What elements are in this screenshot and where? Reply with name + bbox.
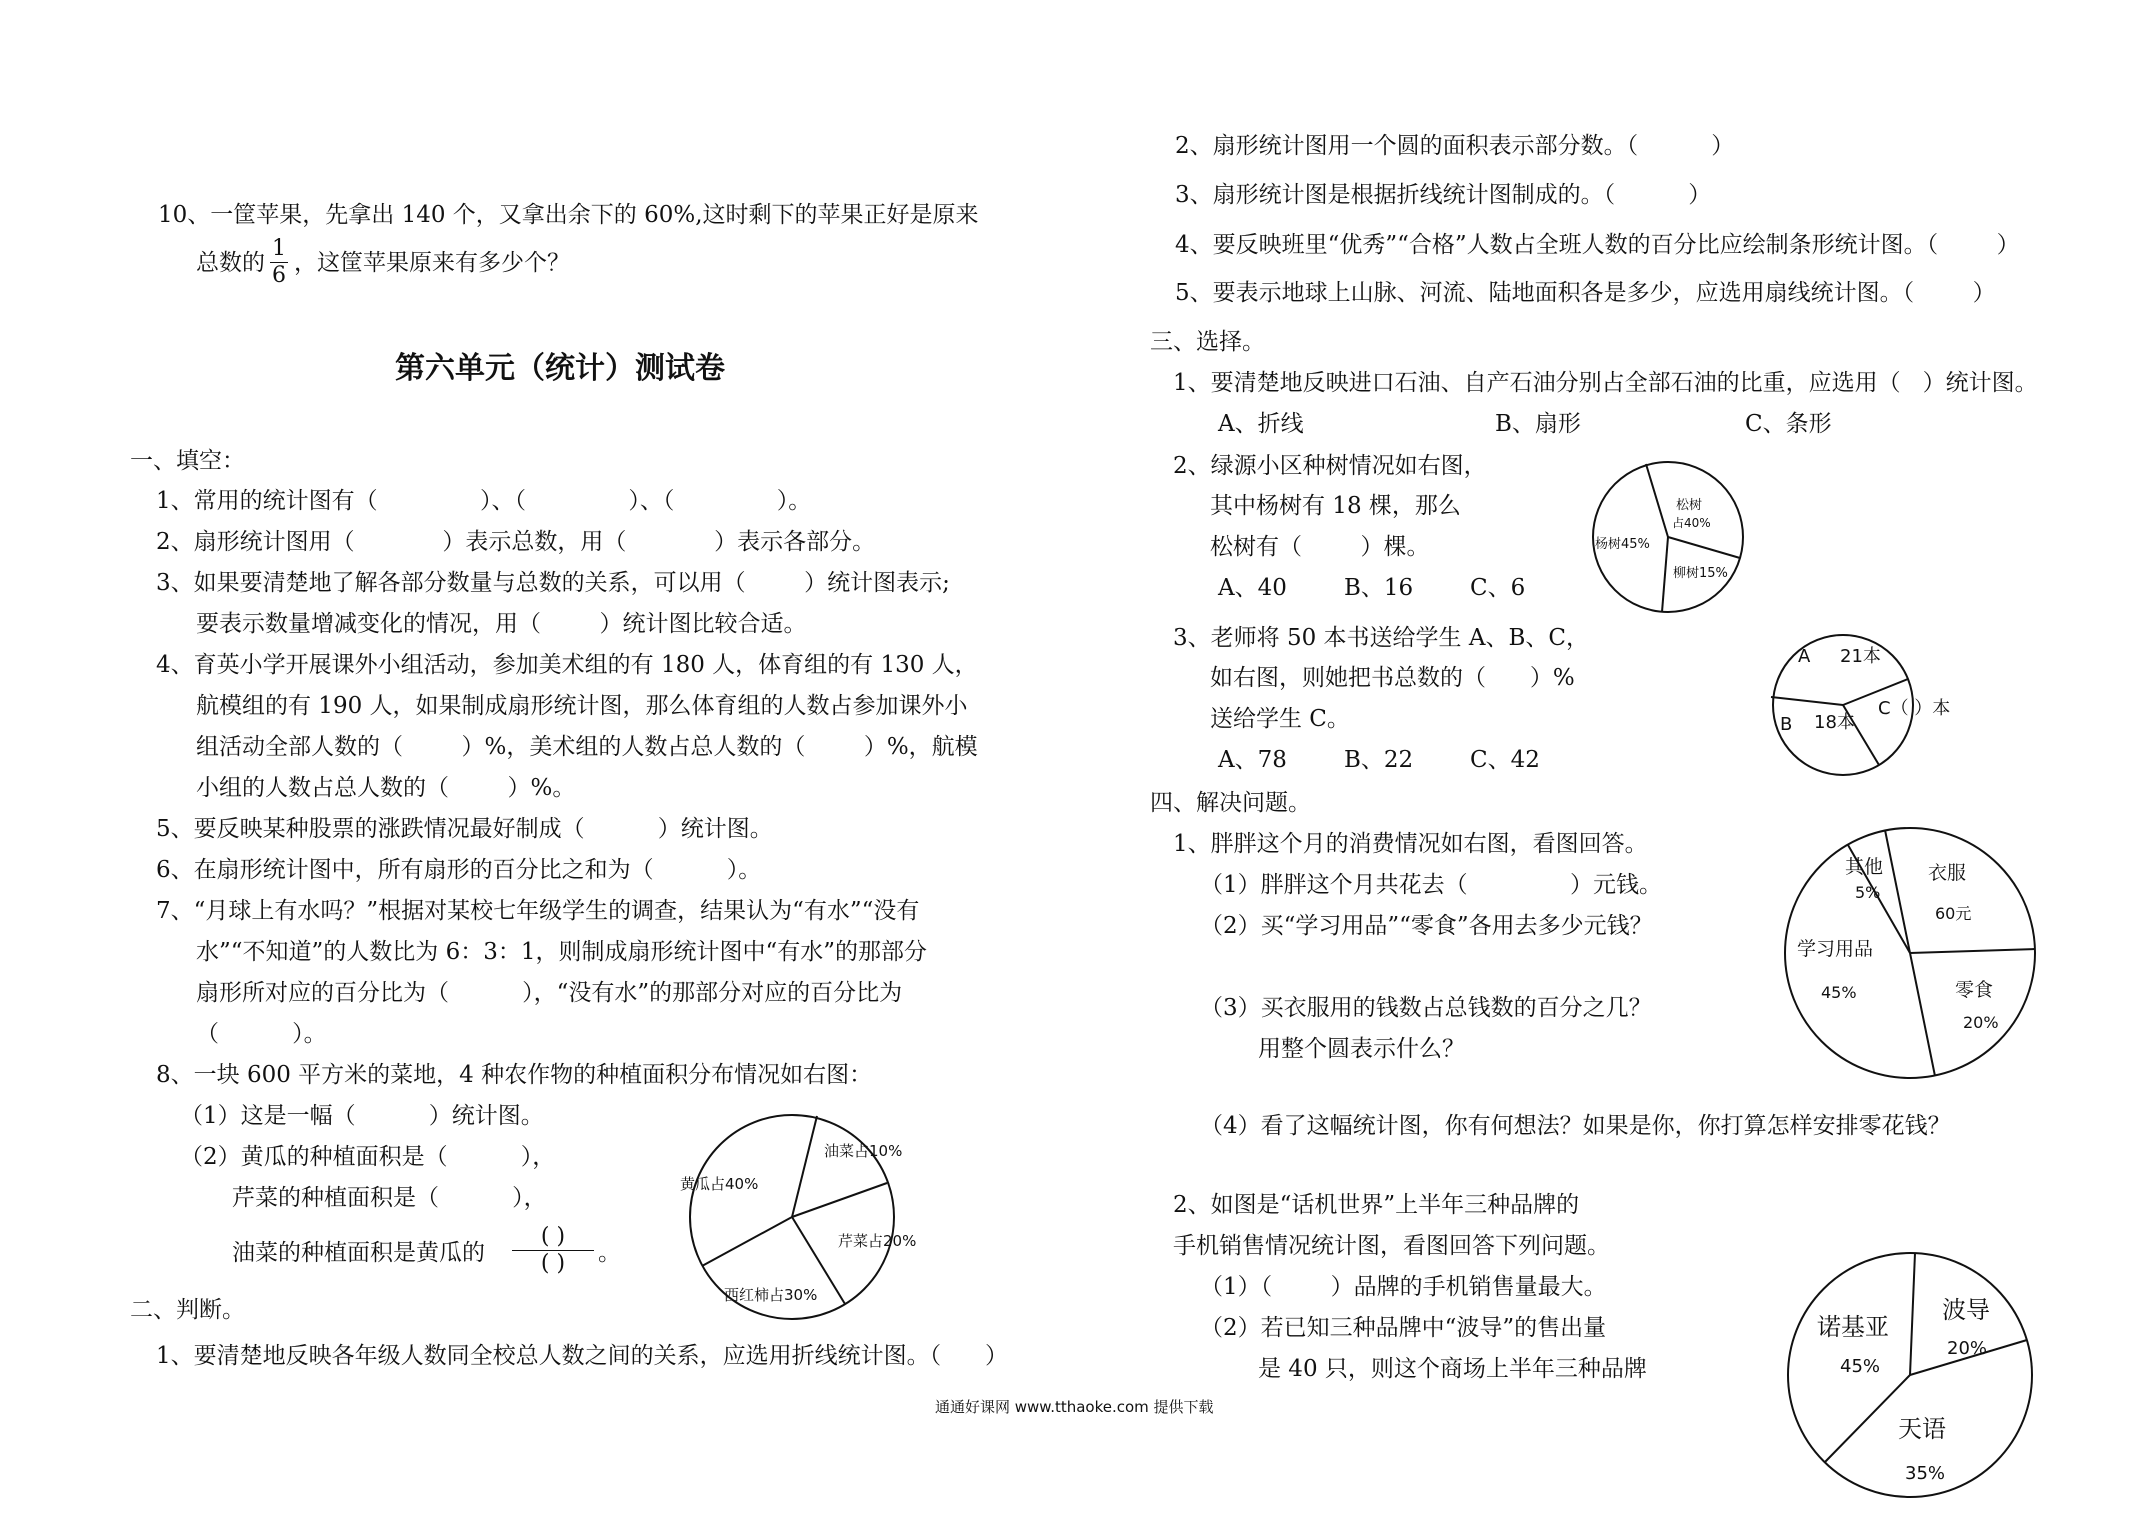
label-nokia: 诺基亚 (1817, 1313, 1889, 1341)
choice-q2-option-c: C、6 (1470, 575, 1526, 601)
fill-q8-line1: 8、一块 600 平方米的菜地，4 种农作物的种植面积分布情况如右图： (156, 1062, 873, 1088)
solve-q1-sub3: （3）买衣服用的钱数占总钱数的百分之几？ (1200, 995, 1652, 1021)
label-bird: 波导 (1942, 1296, 1990, 1324)
label-clothes-value: 60元 (1935, 904, 1972, 923)
phone-pie-chart (1785, 1250, 2045, 1510)
label-pine-pct: 占40% (1672, 516, 1711, 530)
choice-q2-option-a: A、40 (1218, 575, 1287, 601)
label-cucumber: 黄瓜占40% (680, 1175, 759, 1193)
solve-q2-line2: 手机销售情况统计图，看图回答下列问题。 (1173, 1233, 1610, 1259)
label-supplies: 学习用品 (1797, 938, 1874, 960)
pie-divider-4 (702, 1217, 792, 1266)
pie-divider-1 (1646, 464, 1668, 537)
footer-source: 通通好课网 www.tthaoke.com 提供下载 (935, 1398, 1214, 1416)
q8-frac-bottom: ( ) (512, 1250, 594, 1277)
label-celery: 芹菜占20% (838, 1232, 917, 1250)
label-other-pct: 5% (1855, 883, 1881, 902)
section4-heading: 四、解决问题。 (1150, 790, 1311, 816)
choice-q3-option-b: B、22 (1344, 747, 1414, 773)
label-snacks: 零食 (1955, 979, 1994, 1001)
vegetable-pie-chart (680, 1110, 950, 1330)
tree-pie-chart (1590, 462, 1750, 622)
label-a-value: 21本 (1840, 646, 1881, 667)
label-b-value: 18本 (1814, 712, 1855, 733)
choice-q3-option-c: C、42 (1470, 747, 1540, 773)
pie-divider-4 (1910, 953, 1935, 1076)
fill-q2: 2、扇形统计图用（ ）表示总数，用（ ）表示各部分。 (156, 529, 876, 555)
label-clothes: 衣服 (1928, 862, 1967, 884)
judge-q4: 4、要反映班里“优秀”“合格”人数占全班人数的百分比应绘制条形统计图。（ ） (1175, 232, 2020, 258)
fill-q7-line2: 水”“不知道”的人数比为 6：3：1，则制成扇形统计图中“有水”的那部分 (196, 939, 928, 965)
label-rapeseed: 油菜占10% (824, 1142, 903, 1160)
label-poplar: 杨树45% (1595, 537, 1650, 552)
q8-frac-tail: 。 (598, 1240, 621, 1266)
label-tianyu: 天语 (1898, 1415, 1946, 1443)
label-c: C（ ）本 (1878, 698, 1951, 719)
q8-frac-top: ( ) (540, 1224, 566, 1249)
fill-q4-line2: 航模组的有 190 人，如果制成扇形统计图，那么体育组的人数占参加课外小 (196, 693, 968, 719)
judge-q5: 5、要表示地球上山脉、河流、陆地面积各是多少，应选用扇线统计图。（ ） (1175, 280, 1996, 306)
choice-q3-option-a: A、78 (1218, 747, 1287, 773)
q10-line2-suffix: ，这筐苹果原来有多少个？ (294, 250, 570, 276)
label-nokia-pct: 45% (1840, 1356, 1881, 1377)
spending-pie-chart (1785, 828, 2045, 1088)
choice-q1-option-b: B、扇形 (1495, 411, 1581, 437)
label-pine: 松树 (1676, 498, 1703, 513)
fill-q8-sub2c: 油菜的种植面积是黄瓜的 (232, 1240, 485, 1266)
pie-divider-1 (792, 1116, 817, 1217)
page-title: 第六单元（统计）测试卷 (395, 351, 725, 386)
label-snacks-pct: 20% (1963, 1013, 1999, 1032)
fill-q6: 6、在扇形统计图中，所有扇形的百分比之和为（ ）。 (156, 857, 762, 883)
judge-q2: 2、扇形统计图用一个圆的面积表示部分数。（ ） (1175, 133, 1735, 159)
fill-q1: 1、常用的统计图有（ ）、（ ）、（ ）。 (156, 488, 812, 514)
fill-q7-line4: （ ）。 (196, 1021, 327, 1047)
label-tianyu-pct: 35% (1905, 1463, 1946, 1484)
label-tomato: 西红柿占30% (724, 1286, 818, 1304)
solve-q2-line1: 2、如图是“话机世界”上半年三种品牌的 (1173, 1192, 1580, 1218)
choice-q2-line3: 松树有（ ）棵。 (1210, 534, 1430, 560)
books-pie-chart (1768, 632, 1968, 782)
q10-line1: 10、一筐苹果，先拿出 140 个，又拿出余下的 60%,这时剩下的苹果正好是原来 (158, 202, 979, 228)
judge-q1: 1、要清楚地反映各年级人数同全校总人数之间的关系，应选用折线统计图。（ ） (156, 1343, 1008, 1369)
fill-q3-line1: 3、如果要清楚地了解各部分数量与总数的关系，可以用（ ）统计图表示; (156, 570, 950, 596)
solve-q2-sub2: （2）若已知三种品牌中“波导”的售出量 (1200, 1315, 1607, 1341)
fill-q3-line2: 要表示数量增减变化的情况，用（ ）统计图比较合适。 (196, 611, 807, 637)
label-willow: 柳树15% (1673, 566, 1728, 581)
solve-q2-sub2b: 是 40 只，则这个商场上半年三种品牌 (1258, 1356, 1647, 1382)
solve-q2-sub1: （1）（ ）品牌的手机销售量最大。 (1200, 1274, 1607, 1300)
fill-q8-sub1: （1）这是一幅（ ）统计图。 (180, 1103, 544, 1129)
pie-divider-2 (792, 1183, 887, 1217)
solve-q1-sub4: （4）看了这幅统计图，你有何想法？如果是你，你打算怎样安排零花钱？ (1200, 1113, 1951, 1139)
q10-fraction (270, 236, 288, 289)
choice-q1-option-a: A、折线 (1218, 411, 1304, 437)
fill-q8-sub2: （2）黄瓜的种植面积是（ ）， (180, 1144, 556, 1170)
pie-divider-1 (1771, 697, 1843, 705)
q10-line2-prefix: 总数的 (196, 250, 265, 276)
fill-q4-line4: 小组的人数占总人数的（ ）%。 (196, 775, 576, 801)
q10-frac-den: 6 (272, 263, 286, 288)
q8-fraction (512, 1224, 594, 1277)
label-bird-pct: 20% (1947, 1338, 1988, 1359)
solve-q1-sub3b: 用整个圆表示什么？ (1258, 1036, 1465, 1062)
choice-q2-line2: 其中杨树有 18 棵，那么 (1210, 493, 1461, 519)
solve-q1-line1: 1、胖胖这个月的消费情况如右图，看图回答。 (1173, 831, 1648, 857)
pie-divider-1 (1910, 1253, 1915, 1375)
choice-q1-option-c: C、条形 (1745, 411, 1832, 437)
fill-q8-sub2b: 芹菜的种植面积是（ ）， (232, 1185, 547, 1211)
section1-heading: 一、填空： (130, 448, 245, 474)
fill-q5: 5、要反映某种股票的涨跌情况最好制成（ ）统计图。 (156, 816, 773, 842)
pie-divider-3 (1662, 537, 1668, 612)
label-b: B (1780, 714, 1793, 735)
choice-q1: 1、要清楚地反映进口石油、自产石油分别占全部石油的比重，应选用（ ）统计图。 (1173, 370, 2038, 396)
fill-q7-line1: 7、“月球上有水吗？”根据对某校七年级学生的调查，结果认为“有水”“没有 (156, 898, 920, 924)
choice-q3-line2: 如右图，则她把书总数的（ ）% (1210, 665, 1575, 691)
choice-q2-option-b: B、16 (1344, 575, 1414, 601)
fill-q4-line3: 组活动全部人数的（ ）%，美术组的人数占总人数的（ ）%，航模 (196, 734, 978, 760)
solve-q1-sub1: （1）胖胖这个月共花去（ ）元钱。 (1200, 872, 1662, 898)
fill-q7-line3: 扇形所对应的百分比为（ ），“没有水”的那部分对应的百分比为 (196, 980, 903, 1006)
label-a: A (1798, 646, 1811, 667)
solve-q1-sub2: （2）买“学习用品”“零食”各用去多少元钱？ (1200, 913, 1653, 939)
pie-divider-2 (1885, 830, 1910, 953)
fill-q4-line1: 4、育英小学开展课外小组活动，参加美术组的有 180 人，体育组的有 130 人， (156, 652, 978, 678)
section2-heading: 二、判断。 (130, 1297, 245, 1323)
choice-q3-line3: 送给学生 C。 (1210, 706, 1350, 732)
section3-heading: 三、选择。 (1150, 329, 1265, 355)
pie-divider-3 (1910, 949, 2035, 953)
choice-q2-line1: 2、绿源小区种树情况如右图， (1173, 453, 1487, 479)
label-supplies-pct: 45% (1821, 983, 1857, 1002)
label-other: 其他 (1845, 856, 1884, 878)
pie-divider-2 (1668, 537, 1740, 558)
judge-q3: 3、扇形统计图是根据折线统计图制成的。（ ） (1175, 182, 1712, 208)
q10-frac-num: 1 (272, 236, 286, 261)
choice-q3-line1: 3、老师将 50 本书送给学生 A、B、C， (1173, 625, 1589, 651)
